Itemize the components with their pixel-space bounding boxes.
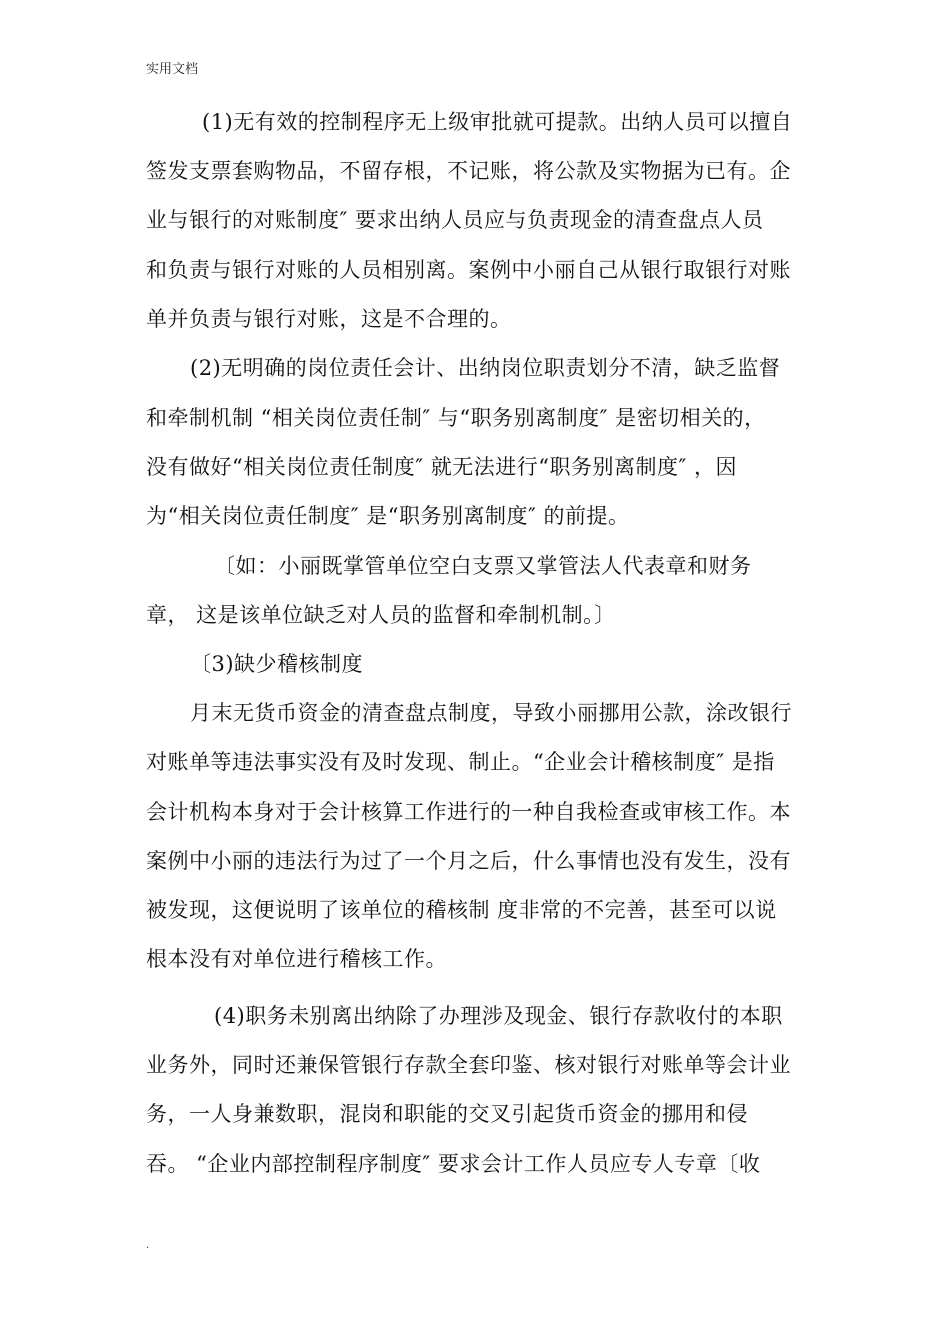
para4-line6: 根本没有对单位进行稽核工作。 [146,947,447,971]
para2-line3: 没有做好“相关岗位责任制度″ 就无法进行“职务别离制度″ ，因 [146,455,738,479]
para4-line5: 被发现，这便说明了该单位的稽核制 度非常的不完善，甚至可以说 [146,898,777,922]
para1-line4: 和负责与银行对账的人员相别离。案例中小丽自己从银行取银行对账 [146,258,791,282]
para2-line4: 为“相关岗位责任制度″ 是“职务别离制度″ 的前提。 [146,504,630,528]
para2-line1: (2)无明确的岗位责任会计、出纳岗位职责划分不清，缺乏监督 [190,356,781,380]
page-header: 实用文档 [146,62,199,77]
para3-line2: 章， 这是该单位缺乏对人员的监督和牵制机制。〕 [146,603,616,627]
para4-line3: 会计机构本身对于会计核算工作进行的一种自我检查或审核工作。本 [146,800,791,824]
para1-line3: 业与银行的对账制度″ 要求出纳人员应与负责现金的清查盘点人员 [146,208,764,232]
para5-line1: (4)职务未别离出纳除了办理涉及现金、银行存款收付的本职 [214,1004,783,1028]
section3-heading: 〔3)缺少稽核制度 [190,652,364,676]
para4-line4: 案例中小丽的违法行为过了一个月之后，什么事情也没有发生，没有 [146,849,791,873]
para1-line5: 单并负责与银行对账，这是不合理的。 [146,307,512,331]
para1-line1: (1)无有效的控制程序无上级审批就可提款。出纳人员可以擅自 [202,110,793,134]
footer-mark: . [146,1240,150,1251]
para3-line1: 〔如：小丽既掌管单位空白支票又掌管法人代表章和财务 [214,554,752,578]
para5-line2: 业务外，同时还兼保管银行存款全套印鉴、核对银行对账单等会计业 [146,1053,791,1077]
para5-line4: 吞。 “企业内部控制程序制度″ 要求会计工作人员应专人专章〔收 [146,1152,761,1176]
para4-line1: 月末无货币资金的清查盘点制度，导致小丽挪用公款，涂改银行 [190,701,792,725]
para2-line2: 和牵制机制 “相关岗位责任制″ 与“职务别离制度″ 是密切相关的， [146,406,766,430]
para1-line2: 签发支票套购物品，不留存根，不记账，将公款及实物据为已有。企 [146,159,791,183]
para4-line2: 对账单等违法事实没有及时发现、制止。“企业会计稽核制度″ 是指 [146,750,775,774]
para5-line3: 务，一人身兼数职，混岗和职能的交叉引起货币资金的挪用和侵 [146,1102,748,1126]
